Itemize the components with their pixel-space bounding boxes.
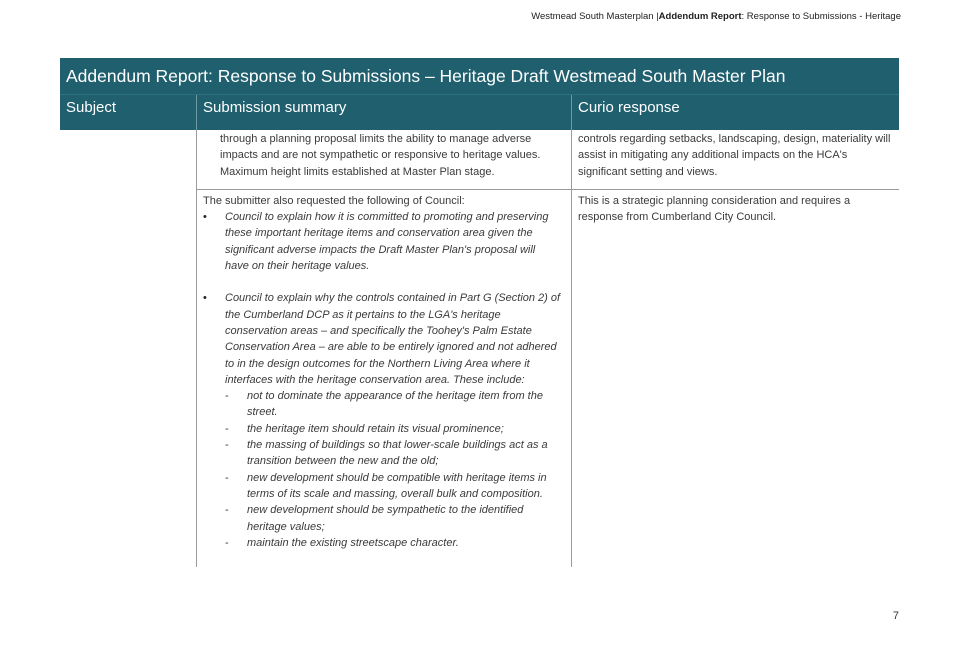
submissions-table: [60, 58, 899, 567]
table-title: Addendum Report: Response to Submissions – Heritage Draft Westmead South Master Plan: [60, 58, 899, 95]
row1-summary: through a planning proposal limits the ability to manage adverse impacts and are not sympathetic or responsive to heritage values. Maximum height limits established at Master Plan stage.: [196, 130, 571, 189]
sub-item-list: [225, 388, 561, 551]
table-header-row: [60, 95, 899, 130]
sub-item: - the massing of buildings so that lower-scale buildings act as a transition between the new and the old;: [225, 437, 561, 470]
bullet-item: [203, 290, 561, 551]
running-header-bold: Addendum Report: [658, 11, 742, 22]
column-header-subject: Subject: [66, 99, 117, 116]
sub-item: - new development should be compatible with heritage items in terms of its scale and massing, overall bulk and composition.: [225, 470, 561, 503]
row2-response: This is a strategic planning consideration and requires a response from Cumberland City Council.: [571, 189, 899, 567]
sub-item: - new development should be sympathetic to the identified heritage values;: [225, 502, 561, 535]
page-number: 7: [892, 610, 899, 622]
bullet-item: • Council to explain how it is committed to promoting and preserving these important heritage items and conservation area given the significant adverse impacts the Draft Master Plan's proposal will have on their heritage values.: [203, 209, 561, 274]
table-row: [60, 130, 899, 189]
sub-item: - not to dominate the appearance of the heritage item from the street.: [225, 388, 561, 421]
column-header-summary: Submission summary: [196, 95, 571, 130]
table-row: [60, 189, 899, 567]
row2-subject: [60, 189, 196, 567]
sub-item: - maintain the existing streetscape character.: [225, 535, 561, 551]
running-header-prefix: Westmead South Masterplan |: [531, 11, 659, 22]
running-header-suffix: : Response to Submissions - Heritage: [741, 11, 901, 22]
sub-item: - the heritage item should retain its visual prominence;: [225, 421, 561, 437]
column-header-response: Curio response: [571, 95, 899, 130]
row2-summary: [196, 189, 571, 567]
row2-summary-intro: The submitter also requested the following of Council:: [203, 194, 465, 207]
running-header: [531, 11, 901, 22]
summary-bullet-list: [203, 209, 561, 551]
row1-response: controls regarding setbacks, landscaping, design, materiality will assist in mitigating any additional impacts on the HCA's significant setting and views.: [571, 130, 899, 189]
bullet-item-text: Council to explain why the controls contained in Part G (Section 2) of the Cumberland DCP as it pertains to the LGA's heritage conservation areas – and specifically the Toohey's Palm Estate Conservation Area – are able to be entirely ignored and not adhered to in the design outcomes for the Northern Living Area where it interfaces with the heritage conservation area. These include:: [225, 292, 561, 386]
row1-subject: [60, 130, 196, 189]
